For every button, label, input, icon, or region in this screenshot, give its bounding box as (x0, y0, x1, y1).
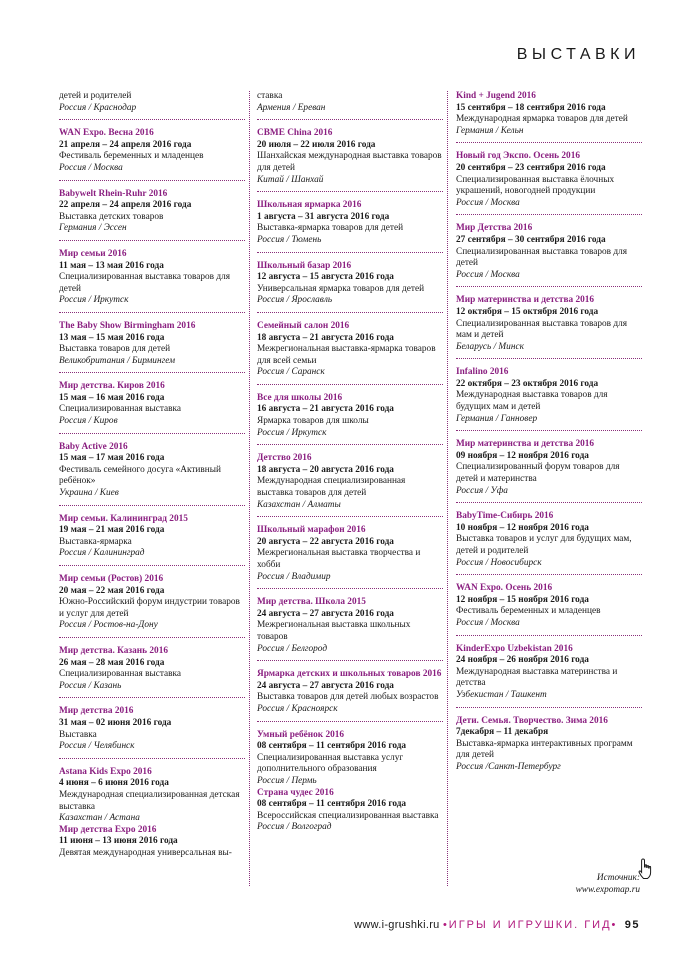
event-description: Выставка детских товаров (59, 211, 164, 222)
event-location: Россия /Санкт-Петербург (456, 761, 561, 772)
event-location: Россия / Иркутск (59, 295, 129, 306)
event-description: Специализированная выставка услуг дополнительного образования (257, 752, 404, 775)
event-entry (59, 646, 245, 698)
event-entry (59, 249, 245, 313)
source-note (576, 872, 640, 896)
event-entry (257, 669, 443, 721)
event-location: Великобритания / Бирмингем (59, 355, 176, 366)
event-description: ставка (257, 91, 283, 101)
event-entry (257, 597, 443, 661)
event-entry (59, 321, 245, 373)
event-location: Россия / Ростов-на-Дону (59, 620, 158, 631)
event-entry (59, 767, 245, 825)
event-location: Россия / Белгород (257, 643, 328, 654)
event-description: Межрегиональная выставка-ярмарка товаров для всей семьи (257, 344, 436, 366)
event-location: Россия / Тюмень (257, 234, 322, 245)
event-entry (59, 128, 245, 180)
event-location: Россия / Пермь (257, 775, 317, 786)
event-name: Мир Детства 2016 (456, 223, 533, 234)
event-name: Мир детства. Школа 2015 (257, 597, 366, 608)
event-entry (257, 730, 443, 788)
event-name: Все для школы 2016 (257, 392, 343, 403)
event-description: Специализированный форум товаров для детей и материнства (456, 462, 620, 485)
event-name: WAN Expo. Осень 2016 (456, 583, 553, 594)
event-date: 24 ноября – 26 ноября 2016 года (456, 655, 589, 666)
section-title: ВЫСТАВКИ (516, 46, 640, 63)
source-label: Источник: (596, 873, 640, 883)
event-entry (456, 223, 642, 287)
event-date: 09 ноября – 12 ноября 2016 года (456, 450, 589, 461)
event-description: Международная выставка товаров для будущих мам и детей (456, 390, 608, 413)
event-date: 15 сентября – 18 сентября 2016 года (456, 102, 606, 113)
event-name: Мир материнства и детства 2016 (456, 439, 595, 450)
event-entry (257, 200, 443, 252)
event-name: Семейный салон 2016 (257, 320, 350, 331)
event-entry (456, 439, 642, 503)
events-column-2 (257, 91, 443, 847)
event-entry (59, 514, 245, 566)
event-location: Россия / Краснодар (59, 102, 137, 113)
event-date: 22 апреля – 24 апреля 2016 года (59, 200, 192, 211)
event-description: Всероссийская специализированная выставка (257, 810, 439, 821)
event-entry (59, 825, 245, 865)
event-entry (456, 91, 642, 143)
event-location: Германия / Ганновер (456, 413, 538, 424)
event-name: Baby Active 2016 (59, 441, 128, 452)
event-description: Межрегиональная выставка школьных товаров (257, 620, 411, 642)
column-divider (447, 91, 448, 886)
event-date: 18 августа – 21 августа 2016 года (257, 332, 394, 343)
event-description: Выставка товаров для детей любых возрастов (257, 692, 439, 703)
event-description: Специализированная выставка ёлочных украшений, новогодней продукции (456, 174, 615, 197)
event-entry (257, 261, 443, 313)
event-name: Мир материнства и детства 2016 (456, 295, 595, 306)
event-name: Мир детства 2016 (59, 706, 134, 717)
event-date: 13 мая – 15 мая 2016 года (59, 332, 165, 343)
event-date: 08 сентября – 11 сентября 2016 года (257, 741, 407, 752)
event-date: 7декабря – 11 декабря (456, 727, 549, 738)
event-entry (257, 321, 443, 385)
event-location: Украина / Киев (59, 488, 119, 499)
event-location: Россия / Новосибирск (456, 557, 542, 568)
event-description: Специализированная выставка товаров для детей (456, 246, 628, 269)
event-description: Выставка товаров и услуг для будущих мам, детей и родителей (456, 534, 632, 556)
footer-site: www.i-grushki.ru (354, 919, 440, 931)
event-date: 24 августа – 27 августа 2016 года (257, 608, 394, 619)
event-name: Школьная ярмарка 2016 (257, 200, 362, 211)
event-entry (257, 393, 443, 445)
event-date: 18 августа – 20 августа 2016 года (257, 464, 394, 475)
event-location: Россия / Уфа (456, 485, 508, 496)
event-location: Россия / Саранск (257, 367, 325, 378)
event-description: Международная специализированная детская выставка (59, 789, 240, 812)
event-date: 20 июля – 22 июля 2016 года (257, 139, 376, 150)
event-date: 11 июня – 13 июня 2016 года (59, 836, 178, 847)
event-entry (257, 453, 443, 517)
event-entry (59, 381, 245, 433)
event-name: Школьный базар 2016 (257, 260, 352, 271)
event-name: Kind + Jugend 2016 (456, 91, 536, 101)
event-location: Россия / Челябинск (59, 741, 135, 752)
event-date: 15 мая – 16 мая 2016 года (59, 392, 165, 403)
event-name: Ярмарка детских и школьных товаров 2016 (257, 669, 442, 680)
event-description: Выставка товаров для детей (59, 344, 171, 355)
event-date: 20 мая – 22 мая 2016 года (59, 585, 165, 596)
event-location: Россия / Москва (456, 197, 520, 208)
event-entry (257, 525, 443, 589)
event-description: Фестиваль беременных и младенцев (456, 606, 601, 617)
event-location: Германия / Кельн (456, 125, 524, 136)
event-description: Южно-Российский форум индустрии товаров и услуг для детей (59, 597, 240, 619)
event-entry (257, 91, 443, 120)
event-date: 12 октября – 15 октября 2016 года (456, 306, 599, 317)
event-name: Мир детства Expo 2016 (59, 824, 157, 835)
events-column-1 (59, 91, 245, 872)
event-date: 31 мая – 02 июня 2016 года (59, 717, 172, 728)
event-name: Детство 2016 (257, 453, 312, 464)
event-date: 21 апреля – 24 апреля 2016 года (59, 139, 192, 150)
event-location: Россия / Владимир (257, 571, 331, 582)
event-description: Фестиваль семейного досуга «Активный ребёнок» (59, 464, 221, 487)
event-entry (59, 574, 245, 638)
event-name: Страна чудес 2016 (257, 787, 334, 798)
event-date: 4 июня – 6 июня 2016 года (59, 778, 169, 789)
event-description: Межрегиональная выставка творчества и хобби (257, 548, 421, 570)
event-description: детей и родителей (59, 91, 132, 101)
event-description: Шанхайская международная выставка товаров для детей (257, 151, 442, 173)
event-entry (257, 788, 443, 839)
event-date: 27 сентября – 30 сентября 2016 года (456, 234, 606, 245)
event-location: Узбекистан / Ташкент (456, 689, 547, 700)
event-location: Россия / Киров (59, 416, 118, 427)
footer-magazine-name: ИГРЫ И ИГРУШКИ. ГИД (448, 919, 612, 931)
event-name: Умный ребёнок 2016 (257, 729, 345, 740)
event-description: Выставка-ярмарка товаров для детей (257, 223, 404, 234)
event-entry (59, 91, 245, 120)
event-name: Школьный марафон 2016 (257, 525, 366, 536)
event-entry (59, 706, 245, 758)
event-name: Мир семьи (Ростов) 2016 (59, 574, 164, 584)
event-location: Россия / Калининград (59, 548, 145, 559)
event-name: Astana Kids Expo 2016 (59, 766, 152, 777)
event-date: 16 августа – 21 августа 2016 года (257, 404, 394, 415)
event-name: Babywelt Rhein-Ruhr 2016 (59, 188, 168, 199)
event-description: Международная ярмарка товаров для детей (456, 114, 628, 125)
event-date: 15 мая – 17 мая 2016 года (59, 453, 165, 464)
page-number: 95 (624, 919, 640, 931)
event-location: Беларусь / Минск (456, 341, 524, 352)
event-name: Мир детства. Казань 2016 (59, 645, 168, 656)
footer-separator: • (611, 919, 618, 931)
footer-separator: • (442, 919, 449, 931)
event-date: 24 августа – 27 августа 2016 года (257, 680, 394, 691)
event-description: Специализированная выставка товаров для мам и детей (456, 318, 628, 341)
event-entry (257, 128, 443, 192)
column-divider (249, 91, 250, 886)
event-location: Китай / Шанхай (257, 174, 324, 185)
event-name: BabyTime-Сибирь 2016 (456, 511, 554, 522)
event-date: 20 августа – 22 августа 2016 года (257, 536, 394, 547)
event-description: Выставка (59, 729, 97, 740)
event-name: WAN Expo. Весна 2016 (59, 128, 154, 139)
event-date: 11 мая – 13 мая 2016 года (59, 260, 164, 271)
event-description: Фестиваль беременных и младенцев (59, 151, 204, 162)
event-date: 12 ноября – 15 ноября 2016 года (456, 594, 589, 605)
event-name: Мир семьи. Калининград 2015 (59, 513, 188, 524)
event-name: CBME China 2016 (257, 128, 333, 139)
event-name: Мир семьи 2016 (59, 248, 127, 259)
event-description: Универсальная ярмарка товаров для детей (257, 283, 425, 294)
event-location: Россия / Москва (456, 617, 520, 628)
event-date: 1 августа – 31 августа 2016 года (257, 211, 390, 222)
event-date: 12 августа – 15 августа 2016 года (257, 272, 394, 283)
event-description: Специализированная выставка (59, 404, 182, 415)
event-location: Россия / Ярославль (257, 295, 333, 306)
page-footer (354, 919, 640, 931)
event-entry (456, 716, 642, 779)
event-description: Выставка-ярмарка (59, 536, 132, 547)
event-location: Казахстан / Астана (59, 813, 140, 824)
event-location: Россия / Казань (59, 680, 122, 691)
event-description: Международная специализированная выставка товаров для детей (257, 476, 406, 499)
event-entry (456, 583, 642, 635)
event-date: 10 ноября – 12 ноября 2016 года (456, 522, 589, 533)
event-location: Россия / Иркутск (257, 427, 327, 438)
event-date: 08 сентября – 11 сентября 2016 года (257, 799, 407, 810)
event-name: Мир детства. Киров 2016 (59, 381, 165, 392)
event-description: Ярмарка товаров для школы (257, 416, 369, 427)
event-entry (456, 151, 642, 215)
event-location: Армения / Ереван (257, 102, 326, 113)
event-location: Россия / Волгоград (257, 822, 332, 833)
event-location: Россия / Москва (456, 269, 520, 280)
event-entry (456, 511, 642, 575)
event-entry (59, 189, 245, 241)
event-description: Выставка-ярмарка интерактивных программ для детей (456, 738, 633, 761)
event-date: 20 сентября – 23 сентября 2016 года (456, 162, 606, 173)
event-location: Казахстан / Алматы (257, 499, 341, 510)
event-name: The Baby Show Birmingham 2016 (59, 320, 196, 331)
events-column-3 (456, 91, 642, 787)
event-location: Россия / Красноярск (257, 703, 338, 714)
event-name: Новый год Экспо. Осень 2016 (456, 151, 581, 162)
event-entry (59, 442, 245, 506)
event-date: 19 мая – 21 мая 2016 года (59, 525, 165, 536)
event-entry (456, 644, 642, 708)
event-location: Россия / Москва (59, 162, 123, 173)
event-date: 22 октября – 23 октября 2016 года (456, 378, 599, 389)
event-name: KinderExpo Uzbekistan 2016 (456, 643, 573, 654)
event-description: Девятая международная универсальная вы- (59, 847, 232, 858)
source-link[interactable]: www.expomap.ru (575, 885, 640, 895)
event-entry (456, 295, 642, 359)
event-description: Специализированная выставка товаров для детей (59, 272, 231, 294)
event-date: 26 мая – 28 мая 2016 года (59, 657, 165, 668)
event-name: Дети. Семья. Творчество. Зима 2016 (456, 715, 608, 726)
event-entry (456, 367, 642, 431)
event-description: Специализированная выставка (59, 669, 182, 680)
event-name: Infalino 2016 (456, 367, 509, 378)
event-location: Германия / Эссен (59, 223, 127, 234)
hand-cursor-icon (638, 858, 654, 880)
event-description: Международная выставка материнства и детства (456, 666, 618, 689)
